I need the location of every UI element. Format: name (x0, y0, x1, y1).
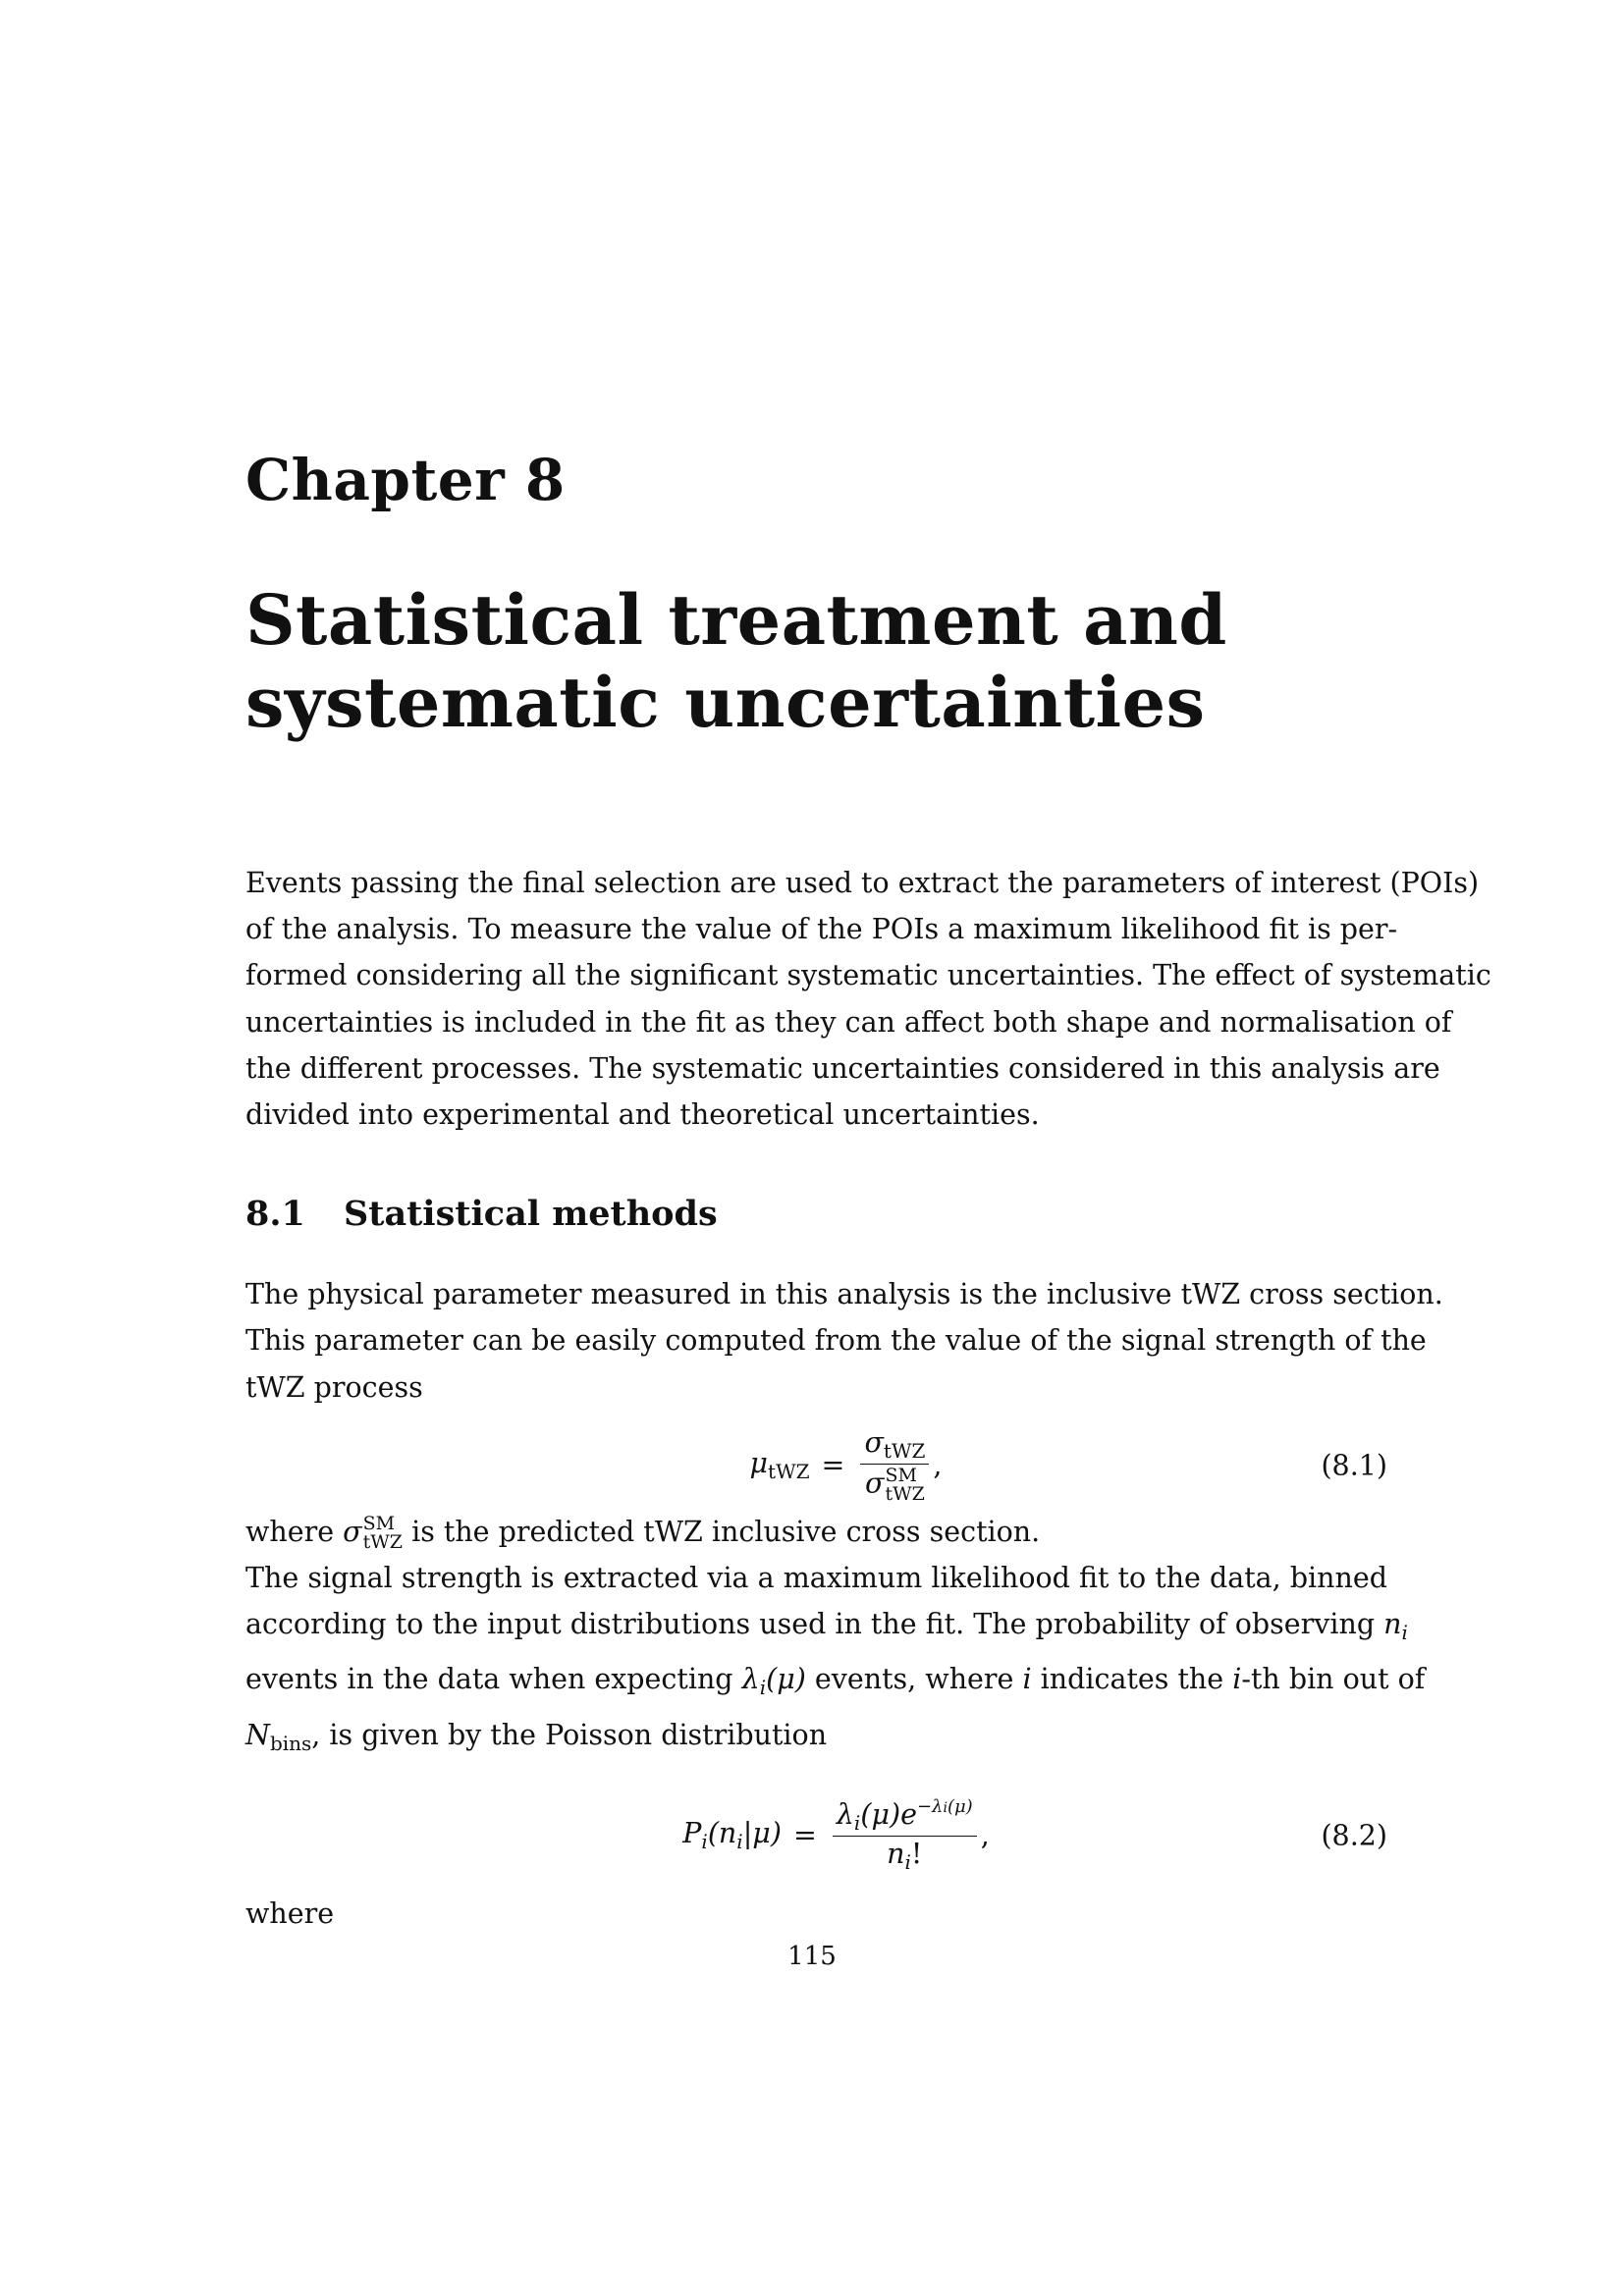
chapter-title-line: Statistical treatment and (245, 579, 1227, 661)
text-line: This parameter can be easily computed from the value of the signal strength of the (245, 1324, 1427, 1358)
section-number: 8.1 (245, 1194, 305, 1235)
text-line: $N_{bins}$, is given by the Poisson distribution (245, 1718, 828, 1755)
page-number: 115 (787, 1942, 837, 1971)
equation-number: (8.1) (1321, 1449, 1387, 1482)
eq-equals: = (792, 1819, 817, 1852)
text-line: The physical parameter measured in this analysis is the inclusive tWZ cross section. (245, 1278, 1443, 1311)
eq-equals: = (821, 1449, 845, 1482)
chapter-label: Chapter 8 (245, 447, 566, 513)
eq-trailing-comma: , (933, 1449, 943, 1482)
eq-trailing-comma: , (980, 1819, 990, 1852)
equation-number: (8.2) (1321, 1819, 1387, 1852)
eq-fraction: $\frac{\lambda_i(\mu)e^{-\lambda i(\mu)}}{n_i!}$ (833, 1797, 977, 1873)
page-content (245, 447, 1491, 1937)
text-line: events in the data when expecting $\lambda_i(\mu)$ events, where i indicates the i-th bin out of (245, 1663, 1426, 1700)
text-line: uncertainties is included in the fit as they can affect both shape and normalisation of (245, 1005, 1452, 1039)
section-paragraph (245, 1509, 1426, 1767)
text-line: where (245, 1896, 335, 1930)
chapter-title (245, 579, 1387, 744)
chapter-title-line: systematic uncertainties (245, 662, 1206, 743)
eq-fraction: $\sigma_{tWZ}$ σ SM tWZ (860, 1427, 929, 1504)
equation-8-2 (245, 1785, 1387, 1887)
section-paragraph (245, 1891, 1387, 1937)
equation-8-1 (245, 1422, 1387, 1509)
section-title: Statistical methods (344, 1194, 718, 1235)
equation-body (245, 1785, 1387, 1887)
eq-lhs: $P_i(n_i|\mu)$ (682, 1817, 782, 1854)
equation-body (245, 1422, 1387, 1509)
text-line: according to the input distributions used in the fit. The probability of observing $n_i$ (245, 1608, 1408, 1645)
section-paragraph (245, 1271, 1443, 1411)
text-line: tWZ process (245, 1370, 423, 1404)
text-line: The signal strength is extracted via a maximum likelihood fit to the data, binned (245, 1562, 1387, 1595)
text-line: of the analysis. To measure the value of the POIs a maximum likelihood fit is per- (245, 913, 1398, 946)
text-line: divided into experimental and theoretical uncertainties. (245, 1098, 1040, 1132)
text-line: Events passing the final selection are used to extract the parameters of interest (POIs) (245, 867, 1480, 899)
text-line: the different processes. The systematic uncertainties considered in this analysis are (245, 1051, 1440, 1085)
section-heading (245, 1193, 1387, 1236)
text-line: formed considering all the significant systematic uncertainties. The effect of systematic (245, 959, 1491, 992)
intro-paragraph (245, 860, 1491, 1138)
eq-lhs: $\mu_{tWZ}$ (749, 1447, 810, 1484)
text-line: where σ SM tWZ is the predicted tWZ inclusive cross section. (245, 1513, 1041, 1554)
